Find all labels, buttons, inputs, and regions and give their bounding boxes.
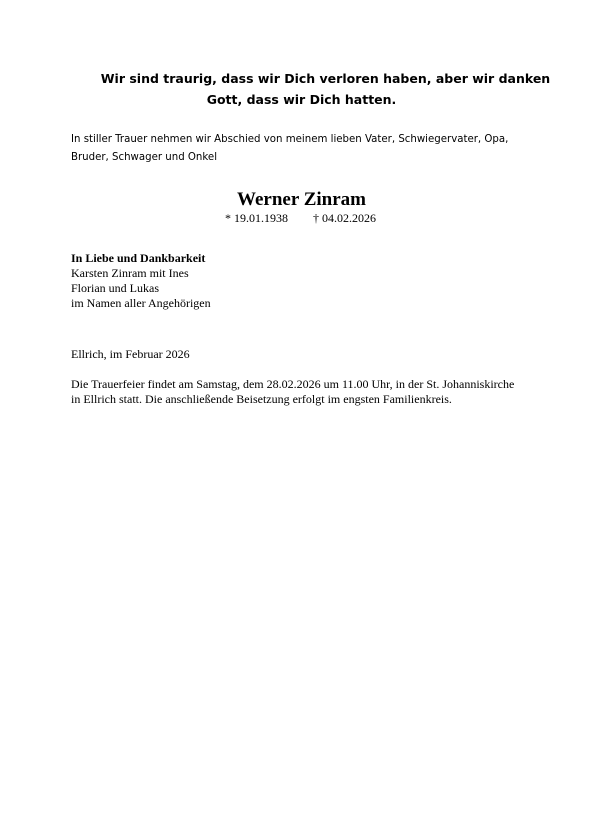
mourner-line: Florian und Lukas	[71, 281, 159, 295]
ceremony-line-1: Die Trauerfeier findet am Samstag, dem 28.02.2026 um 11.00 Uhr, in der St. Johanniskirche	[71, 377, 515, 391]
mourners-signoff	[71, 251, 211, 311]
ceremony-notice	[71, 377, 531, 407]
intro-line-1: In stiller Trauer nehmen wir Abschied von meinem lieben Vater, Schwiegervater, Opa,	[71, 134, 509, 145]
motto-line-1: Wir sind traurig, dass wir Dich verloren haben, aber wir danken	[100, 71, 551, 86]
deceased-name: Werner Zinram	[237, 189, 366, 210]
place-and-date: Ellrich, im Februar 2026	[71, 347, 190, 361]
intro-text	[71, 131, 531, 167]
ceremony-line-2: in Ellrich statt. Die anschließende Beisetzung erfolgt im engsten Familienkreis.	[71, 392, 452, 406]
motto-line-2: Gott, dass wir Dich hatten.	[206, 92, 397, 107]
intro-line-2: Bruder, Schwager und Onkel	[71, 152, 218, 163]
death-date: † 04.02.2026	[313, 211, 376, 225]
mourner-line: Karsten Zinram mit Ines	[71, 266, 189, 280]
signoff-heading: In Liebe und Dankbarkeit	[71, 251, 206, 265]
birth-date: * 19.01.1938	[225, 211, 288, 225]
life-dates	[225, 210, 376, 226]
motto-quote	[0, 68, 593, 110]
mourner-line: im Namen aller Angehörigen	[71, 296, 211, 310]
